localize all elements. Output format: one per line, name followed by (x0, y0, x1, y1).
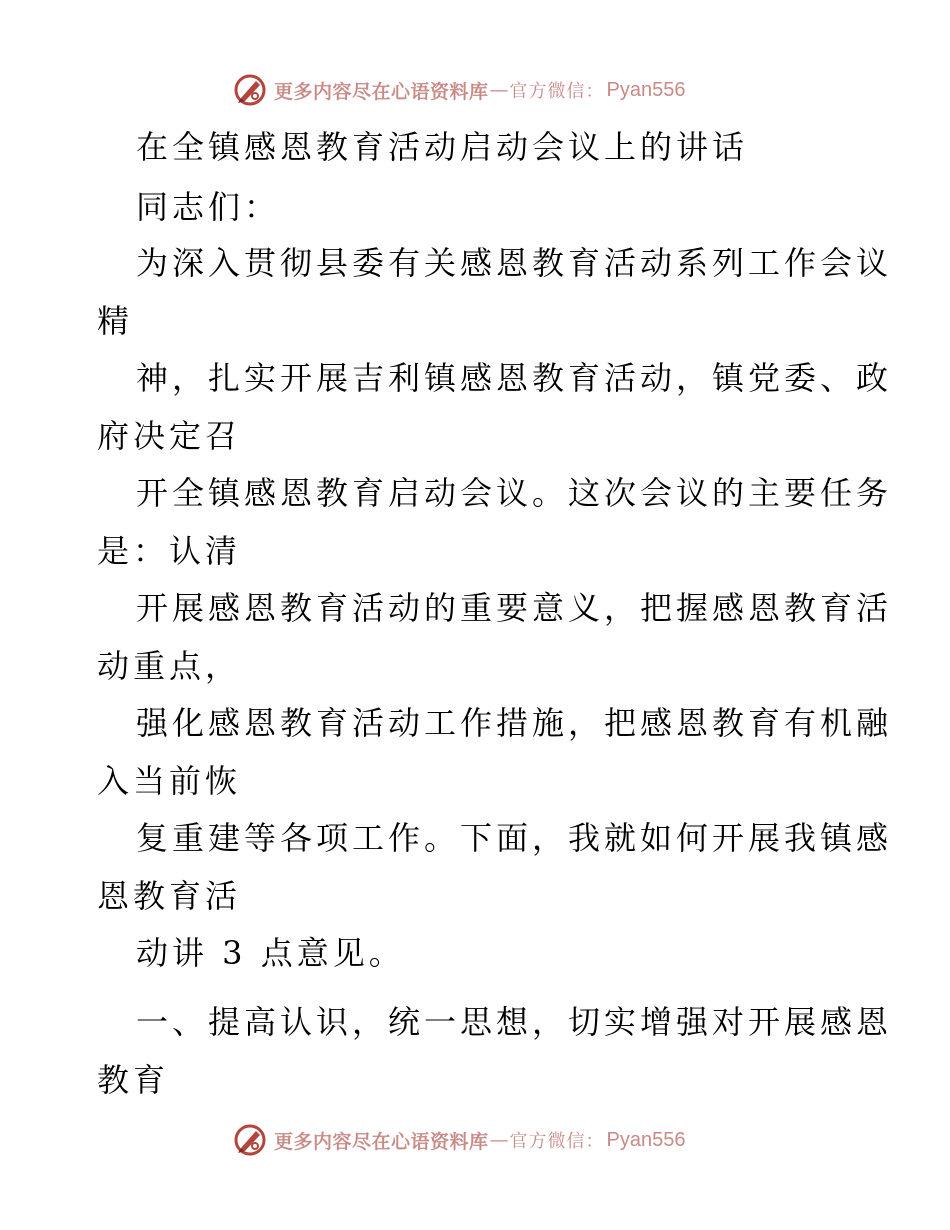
section-heading: 一、提高认识，统一思想，切实增强对开展感恩 (136, 1003, 893, 1041)
body-line: 神，扎实开展吉利镇感恩教育活动，镇党委、政 (136, 359, 893, 397)
document-title: 在全镇感恩教育活动启动会议上的讲话 (136, 128, 749, 166)
banner-dash: — (489, 1129, 509, 1151)
body-line: 开全镇感恩教育启动会议。这次会议的主要任务 (136, 474, 893, 512)
body-line: 为深入贯彻县委有关感恩教育活动系列工作会议 (136, 244, 893, 282)
pen-seal-icon (232, 1122, 268, 1158)
body-line: 府决定召 (97, 417, 242, 455)
banner-dash: — (489, 79, 509, 101)
banner-handle: Pyan556 (606, 1128, 686, 1151)
banner-label: 官方微信： (509, 81, 605, 102)
body-line: 精 (97, 302, 134, 340)
body-line: 复重建等各项工作。下面，我就如何开展我镇感 (136, 819, 893, 857)
banner-text: 更多内容尽在心语资料库 (274, 1130, 489, 1153)
body-line: 动重点， (97, 647, 242, 685)
banner-handle: Pyan556 (606, 78, 686, 101)
body-line: 教育 (97, 1061, 170, 1099)
body-line: 强化感恩教育活动工作措施，把感恩教育有机融 (136, 704, 893, 742)
body-line: 入当前恢 (97, 762, 242, 800)
salutation: 同志们： (136, 188, 281, 226)
body-line: 开展感恩教育活动的重要意义，把握感恩教育活 (136, 589, 893, 627)
banner-label: 官方微信： (509, 1131, 605, 1152)
banner-text: 更多内容尽在心语资料库 (274, 80, 489, 103)
body-line: 动讲 3 点意见。 (136, 934, 405, 972)
body-line: 恩教育活 (97, 877, 242, 915)
body-line: 是：认清 (97, 532, 242, 570)
footer-banner (232, 1122, 685, 1158)
